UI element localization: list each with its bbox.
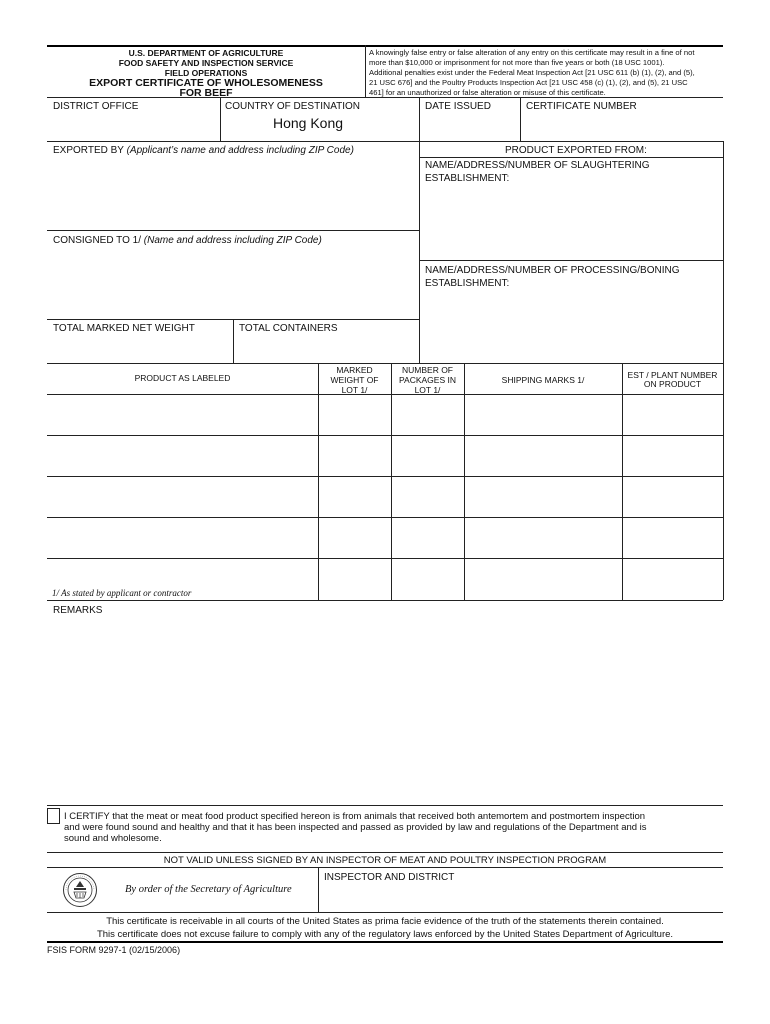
- table-cell-weight[interactable]: [321, 480, 387, 513]
- table-cell-product[interactable]: [50, 439, 314, 472]
- date-issued-field[interactable]: [424, 116, 516, 136]
- inspector-district-label: INSPECTOR AND DISTRICT: [324, 872, 455, 883]
- table-col-rule: [318, 363, 319, 600]
- consigned-to-hint: (Name and address including ZIP Code): [143, 235, 322, 246]
- remarks-label: REMARKS: [53, 605, 103, 616]
- table-footnote: 1/ As stated by applicant or contractor: [52, 588, 192, 598]
- col-header-weight-l1: MARKED: [336, 365, 373, 375]
- table-cell-product[interactable]: [50, 521, 314, 554]
- table-cell-shipping[interactable]: [467, 398, 618, 431]
- table-cell-est[interactable]: [625, 439, 719, 472]
- country-of-destination-label: COUNTRY OF DESTINATION: [225, 101, 361, 112]
- row-rule: [47, 867, 723, 868]
- table-col-rule: [622, 363, 623, 600]
- slaughter-label-line-1: NAME/ADDRESS/NUMBER OF SLAUGHTERING: [425, 160, 650, 171]
- form-number: FSIS FORM 9297-1 (02/15/2006): [47, 945, 181, 955]
- table-cell-packages[interactable]: [394, 398, 460, 431]
- slaughter-label-line-2: ESTABLISHMENT:: [425, 173, 510, 184]
- country-of-destination-value[interactable]: Hong Kong: [272, 115, 344, 131]
- table-cell-weight[interactable]: [321, 521, 387, 554]
- processing-label-line-2: ESTABLISHMENT:: [425, 278, 510, 289]
- table-cell-weight[interactable]: [321, 398, 387, 431]
- table-cell-shipping[interactable]: [467, 439, 618, 472]
- col-header-shipping: SHIPPING MARKS 1/: [501, 375, 585, 385]
- col-header-packages-l3: LOT 1/: [414, 385, 441, 395]
- table-cell-shipping[interactable]: [467, 562, 618, 595]
- table-cell-est[interactable]: [625, 562, 719, 595]
- slaughter-establishment-field[interactable]: [424, 188, 718, 254]
- remarks-field[interactable]: [52, 620, 718, 800]
- col-header-est-l1: EST / PLANT NUMBER: [627, 370, 718, 380]
- agency-line-2: FOOD SAFETY AND INSPECTION SERVICE: [118, 58, 294, 68]
- product-exported-from-label: PRODUCT EXPORTED FROM:: [505, 145, 647, 156]
- total-net-weight-label: TOTAL MARKED NET WEIGHT: [53, 323, 195, 334]
- usda-seal-icon: [62, 872, 98, 908]
- table-bottom-rule: [47, 600, 723, 601]
- col-header-packages-l2: PACKAGES IN: [399, 375, 456, 385]
- row-rule: [419, 260, 723, 261]
- certify-line-1: I CERTIFY that the meat or meat food product specified hereon is from animals that received both antemortem and postmortem inspection: [64, 811, 646, 822]
- row-rule: [47, 912, 723, 913]
- row-rule: [47, 805, 723, 806]
- table-cell-shipping[interactable]: [467, 521, 618, 554]
- col-header-packages-l1: NUMBER OF: [402, 365, 453, 375]
- table-cell-est[interactable]: [625, 480, 719, 513]
- table-cell-product[interactable]: [50, 398, 314, 431]
- table-cell-est[interactable]: [625, 521, 719, 554]
- date-issued-label: DATE ISSUED: [425, 101, 491, 112]
- district-office-field[interactable]: [52, 116, 216, 136]
- form-title-line-1: EXPORT CERTIFICATE OF WHOLESOMENESS: [89, 77, 323, 89]
- col-rule: [233, 319, 234, 363]
- right-border: [723, 141, 724, 363]
- certificate-number-label: CERTIFICATE NUMBER: [526, 101, 637, 112]
- inspector-district-field[interactable]: [323, 887, 719, 909]
- certify-line-2: and were found sound and healthy and that it has been inspected and passed as provided by law and regulations of the Department and is: [64, 822, 647, 833]
- certify-checkbox[interactable]: [47, 808, 60, 824]
- total-containers-field[interactable]: [238, 338, 414, 358]
- total-net-weight-field[interactable]: [52, 338, 228, 358]
- bottom-rule: [47, 941, 723, 943]
- exported-by-prefix: EXPORTED BY: [53, 145, 124, 156]
- footer-line-1: This certificate is receivable in all courts of the United States as prima facie evidence of the truth of the statements therein contained.: [106, 916, 664, 927]
- consigned-to-label: [53, 235, 322, 246]
- table-cell-est[interactable]: [625, 398, 719, 431]
- processing-label-line-1: NAME/ADDRESS/NUMBER OF PROCESSING/BONING: [425, 265, 680, 276]
- consigned-to-prefix: CONSIGNED TO 1/: [53, 235, 141, 246]
- table-col-rule: [391, 363, 392, 600]
- table-cell-shipping[interactable]: [467, 480, 618, 513]
- district-office-label: DISTRICT OFFICE: [53, 101, 139, 112]
- table-cell-product[interactable]: [50, 562, 314, 584]
- form-title-line-2: FOR BEEF: [179, 87, 233, 99]
- table-cell-packages[interactable]: [394, 562, 460, 595]
- processing-establishment-field[interactable]: [424, 293, 718, 357]
- col-header-est-l2: ON PRODUCT: [643, 379, 702, 389]
- table-cell-packages[interactable]: [394, 480, 460, 513]
- col-rule: [520, 97, 521, 141]
- middle-divider: [419, 141, 420, 363]
- exported-by-field[interactable]: [52, 160, 414, 226]
- table-cell-weight[interactable]: [321, 562, 387, 595]
- col-rule: [419, 97, 420, 141]
- warning-line-1: A knowingly false entry or false alteration of any entry on this certificate may result in a fine of not: [369, 48, 695, 57]
- row-rule: [47, 97, 723, 98]
- warning-line-5: 461] for an unauthorized or false alteration or misuse of this certificate.: [369, 88, 606, 97]
- footer-line-2: This certificate does not excuse failure to comply with any of the regulatory laws enforced by the United States Department of Agriculture.: [96, 929, 674, 940]
- row-rule: [47, 141, 723, 142]
- table-right-border: [723, 363, 724, 600]
- col-header-product: PRODUCT AS LABELED: [134, 373, 231, 383]
- header-divider: [365, 45, 366, 97]
- by-order-text: By order of the Secretary of Agriculture: [125, 884, 292, 895]
- top-rule: [47, 45, 723, 47]
- certificate-number-field[interactable]: [525, 116, 719, 136]
- warning-line-4: 21 USC 676] and the Poultry Products Inspection Act [21 USC 458 (c) (1), (2), and (5), 21 USC: [369, 78, 688, 87]
- not-valid-notice: NOT VALID UNLESS SIGNED BY AN INSPECTOR OF MEAT AND POULTRY INSPECTION PROGRAM: [163, 855, 607, 866]
- agency-line-1: U.S. DEPARTMENT OF AGRICULTURE: [128, 48, 284, 58]
- warning-line-2: more than $10,000 or imprisonment for not more than five years or both (18 USC 1001).: [369, 58, 665, 67]
- table-cell-weight[interactable]: [321, 439, 387, 472]
- row-rule: [47, 852, 723, 853]
- agency-line-3: FIELD OPERATIONS: [164, 68, 248, 78]
- exported-by-label: [53, 145, 354, 156]
- table-cell-product[interactable]: [50, 480, 314, 513]
- table-cell-packages[interactable]: [394, 439, 460, 472]
- consigned-to-field[interactable]: [52, 250, 414, 316]
- certify-line-3: sound and wholesome.: [64, 833, 162, 844]
- total-containers-label: TOTAL CONTAINERS: [239, 323, 338, 334]
- table-cell-packages[interactable]: [394, 521, 460, 554]
- exported-by-hint: (Applicant’s name and address including ZIP Code): [126, 145, 354, 156]
- row-rule: [419, 157, 723, 158]
- col-header-weight-l3: LOT 1/: [341, 385, 368, 395]
- row-rule: [47, 230, 419, 231]
- table-col-rule: [464, 363, 465, 600]
- col-rule: [318, 867, 319, 912]
- warning-line-3: Additional penalties exist under the Federal Meat Inspection Act [21 USC 611 (b) (1), (2), and (5),: [369, 68, 695, 77]
- col-header-weight-l2: WEIGHT OF: [330, 375, 379, 385]
